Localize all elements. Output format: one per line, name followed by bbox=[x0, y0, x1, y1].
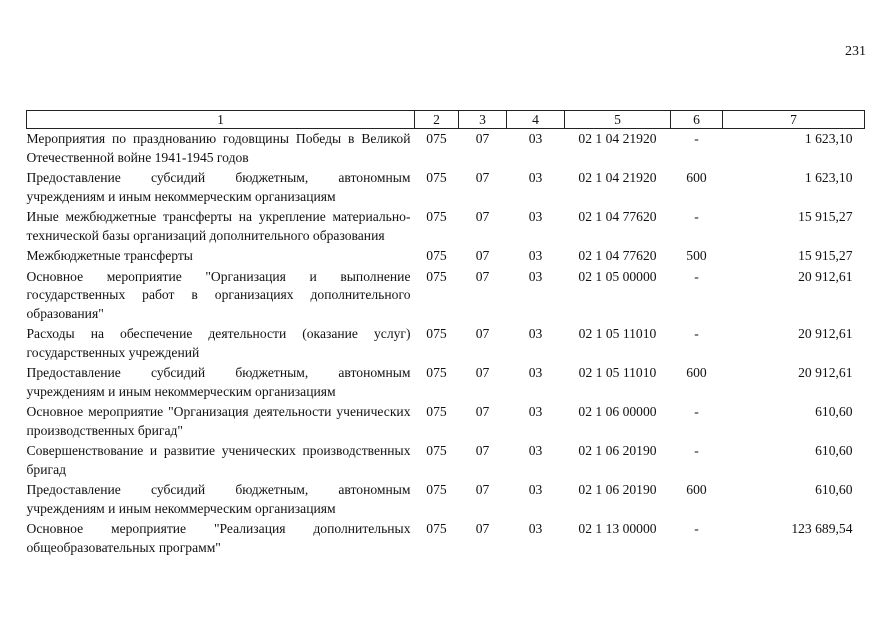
expense-type-code: 500 bbox=[686, 248, 707, 263]
ministry-code: 075 bbox=[426, 521, 447, 536]
expense-type-code: - bbox=[694, 443, 699, 458]
expense-type-code: 600 bbox=[686, 170, 707, 185]
ministry-code: 075 bbox=[426, 209, 447, 224]
item-name: Предоставление субсидий бюджетным, автономным учреждениям и иным некоммерческим организациям bbox=[26, 482, 411, 516]
subsection-code: 03 bbox=[528, 268, 543, 284]
section-code: 07 bbox=[475, 248, 490, 263]
amount: 20 912,61 bbox=[798, 326, 853, 341]
table-row bbox=[27, 246, 865, 267]
target-article-code: 02 1 06 20190 bbox=[578, 482, 657, 497]
ministry-code: 075 bbox=[426, 268, 447, 284]
subsection-code: 03 bbox=[528, 482, 543, 497]
subsection-code: 03 bbox=[528, 248, 543, 263]
table-row bbox=[27, 207, 865, 246]
table-row bbox=[27, 441, 865, 480]
expense-type-code: 600 bbox=[686, 482, 707, 497]
ministry-code: 075 bbox=[426, 482, 447, 497]
section-code: 07 bbox=[475, 209, 490, 224]
target-article-code: 02 1 05 00000 bbox=[578, 268, 657, 284]
amount: 610,60 bbox=[815, 482, 853, 497]
ministry-code: 075 bbox=[426, 443, 447, 458]
amount: 123 689,54 bbox=[791, 521, 853, 536]
section-code: 07 bbox=[475, 326, 490, 341]
ministry-code: 075 bbox=[426, 170, 447, 185]
item-name: Предоставление субсидий бюджетным, автономным учреждениям и иным некоммерческим организациям bbox=[26, 365, 411, 399]
item-name: Основное мероприятие "Реализация дополнительных общеобразовательных программ" bbox=[26, 521, 411, 555]
table-row bbox=[27, 129, 865, 169]
item-name: Расходы на обеспечение деятельности (оказание услуг) государственных учреждений bbox=[26, 326, 411, 360]
ministry-code: 075 bbox=[426, 248, 447, 263]
amount: 20 912,61 bbox=[798, 268, 853, 284]
section-code: 07 bbox=[475, 268, 490, 284]
amount: 20 912,61 bbox=[798, 365, 853, 380]
item-name: Предоставление субсидий бюджетным, автономным учреждениям и иным некоммерческим организациям bbox=[26, 170, 411, 204]
section-code: 07 bbox=[475, 482, 490, 497]
column-header: 2 bbox=[415, 111, 459, 129]
section-code: 07 bbox=[475, 170, 490, 185]
item-name: Мероприятия по празднованию годовщины Победы в Великой Отечественной войне 1941-1945 годов bbox=[26, 131, 411, 165]
target-article-code: 02 1 04 77620 bbox=[578, 248, 657, 263]
table-row bbox=[27, 267, 865, 325]
expense-type-code: - bbox=[694, 326, 699, 341]
item-name: Совершенствование и развитие ученических производственных бригад bbox=[26, 443, 411, 477]
column-header: 1 bbox=[27, 111, 415, 129]
section-code: 07 bbox=[475, 404, 490, 419]
section-code: 07 bbox=[475, 521, 490, 536]
ministry-code: 075 bbox=[426, 131, 447, 146]
ministry-code: 075 bbox=[426, 326, 447, 341]
subsection-code: 03 bbox=[528, 521, 543, 536]
expense-type-code: - bbox=[694, 268, 699, 284]
target-article-code: 02 1 04 21920 bbox=[578, 131, 657, 146]
table-row bbox=[27, 480, 865, 519]
target-article-code: 02 1 04 21920 bbox=[578, 170, 657, 185]
column-header: 5 bbox=[565, 111, 671, 129]
target-article-code: 02 1 06 20190 bbox=[578, 443, 657, 458]
subsection-code: 03 bbox=[528, 443, 543, 458]
table-row bbox=[27, 324, 865, 363]
section-code: 07 bbox=[475, 131, 490, 146]
item-name: Основное мероприятие "Организация деятельности ученических производственных бригад" bbox=[26, 404, 411, 438]
target-article-code: 02 1 04 77620 bbox=[578, 209, 657, 224]
expense-type-code: - bbox=[694, 131, 699, 146]
page-number: 231 bbox=[845, 44, 866, 59]
item-name: Иные межбюджетные трансферты на укрепление материально-технической базы организаций дополнительного образования bbox=[26, 209, 411, 243]
section-code: 07 bbox=[475, 443, 490, 458]
item-name: Основное мероприятие "Организация и выполнение государственных работ в организациях дополнительного образования" bbox=[26, 268, 411, 321]
table-row bbox=[27, 519, 865, 558]
ministry-code: 075 bbox=[426, 365, 447, 380]
target-article-code: 02 1 13 00000 bbox=[578, 521, 657, 536]
amount: 15 915,27 bbox=[798, 209, 853, 224]
subsection-code: 03 bbox=[528, 170, 543, 185]
amount: 1 623,10 bbox=[804, 170, 853, 185]
subsection-code: 03 bbox=[528, 365, 543, 380]
expense-type-code: - bbox=[694, 209, 699, 224]
section-code: 07 bbox=[475, 365, 490, 380]
column-header: 3 bbox=[459, 111, 507, 129]
amount: 15 915,27 bbox=[798, 248, 853, 263]
table-row bbox=[27, 402, 865, 441]
table-row bbox=[27, 363, 865, 402]
target-article-code: 02 1 05 11010 bbox=[578, 365, 657, 380]
header-row bbox=[27, 111, 865, 129]
expense-type-code: - bbox=[694, 404, 699, 419]
expense-type-code: - bbox=[694, 521, 699, 536]
subsection-code: 03 bbox=[528, 404, 543, 419]
table-row bbox=[27, 168, 865, 207]
expense-type-code: 600 bbox=[686, 365, 707, 380]
item-name: Межбюджетные трансферты bbox=[26, 248, 193, 263]
column-header: 7 bbox=[723, 111, 865, 129]
target-article-code: 02 1 05 11010 bbox=[578, 326, 657, 341]
amount: 610,60 bbox=[815, 443, 853, 458]
subsection-code: 03 bbox=[528, 131, 543, 146]
subsection-code: 03 bbox=[528, 209, 543, 224]
column-header: 6 bbox=[671, 111, 723, 129]
target-article-code: 02 1 06 00000 bbox=[578, 404, 657, 419]
column-header: 4 bbox=[507, 111, 565, 129]
amount: 610,60 bbox=[815, 404, 853, 419]
budget-table bbox=[26, 110, 865, 558]
subsection-code: 03 bbox=[528, 326, 543, 341]
amount: 1 623,10 bbox=[804, 131, 853, 146]
ministry-code: 075 bbox=[426, 404, 447, 419]
